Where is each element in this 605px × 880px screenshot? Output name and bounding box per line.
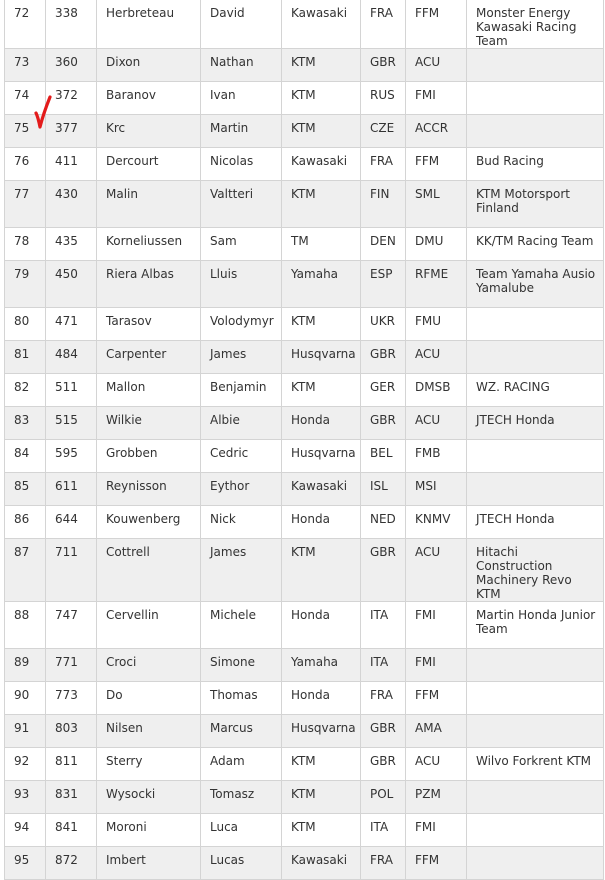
cell-fed: PZM (406, 781, 467, 814)
cell-fed: FMI (406, 649, 467, 682)
cell-make: Husqvarna (282, 341, 361, 374)
cell-make: Husqvarna (282, 440, 361, 473)
cell-make: Honda (282, 682, 361, 715)
cell-first: Nathan (201, 49, 282, 82)
cell-first: Volodymyr (201, 308, 282, 341)
cell-fed: FFM (406, 148, 467, 181)
cell-num: 435 (46, 228, 97, 261)
cell-team (467, 715, 604, 748)
table-row (5, 506, 604, 539)
table-row (5, 261, 604, 308)
cell-first: Lucas (201, 847, 282, 880)
cell-num: 773 (46, 682, 97, 715)
cell-last: Moroni (97, 814, 201, 847)
table-row (5, 847, 604, 880)
table-row (5, 602, 604, 649)
cell-pos: 94 (5, 814, 46, 847)
cell-num: 471 (46, 308, 97, 341)
cell-fed: FMU (406, 308, 467, 341)
cell-make: Honda (282, 506, 361, 539)
cell-pos: 72 (5, 0, 46, 49)
cell-last: Dixon (97, 49, 201, 82)
cell-make: Honda (282, 407, 361, 440)
cell-num: 338 (46, 0, 97, 49)
cell-num: 811 (46, 748, 97, 781)
cell-nat: RUS (361, 82, 406, 115)
cell-team: JTECH Honda (467, 506, 604, 539)
cell-fed: SML (406, 181, 467, 228)
cell-fed: FMB (406, 440, 467, 473)
cell-num: 803 (46, 715, 97, 748)
table-row (5, 682, 604, 715)
cell-first: Benjamin (201, 374, 282, 407)
cell-first: Luca (201, 814, 282, 847)
cell-pos: 75 (5, 115, 46, 148)
table-row (5, 539, 604, 602)
cell-first: James (201, 539, 282, 602)
cell-make: Husqvarna (282, 715, 361, 748)
cell-nat: ITA (361, 814, 406, 847)
cell-team (467, 440, 604, 473)
cell-last: Riera Albas (97, 261, 201, 308)
cell-nat: FRA (361, 682, 406, 715)
table-row (5, 649, 604, 682)
cell-pos: 89 (5, 649, 46, 682)
cell-pos: 87 (5, 539, 46, 602)
cell-team: Martin Honda Junior Team (467, 602, 604, 649)
cell-pos: 83 (5, 407, 46, 440)
table-row (5, 308, 604, 341)
cell-last: Carpenter (97, 341, 201, 374)
cell-pos: 74 (5, 82, 46, 115)
cell-last: Sterry (97, 748, 201, 781)
cell-nat: GBR (361, 407, 406, 440)
cell-last: Baranov (97, 82, 201, 115)
cell-make: Yamaha (282, 261, 361, 308)
cell-nat: GBR (361, 715, 406, 748)
cell-last: Reynisson (97, 473, 201, 506)
cell-fed: MSI (406, 473, 467, 506)
table-row (5, 814, 604, 847)
cell-team: KK/TM Racing Team (467, 228, 604, 261)
table-row (5, 115, 604, 148)
cell-make: Kawasaki (282, 0, 361, 49)
cell-team (467, 308, 604, 341)
cell-fed: ACCR (406, 115, 467, 148)
cell-pos: 92 (5, 748, 46, 781)
cell-last: Do (97, 682, 201, 715)
cell-first: Ivan (201, 82, 282, 115)
cell-last: Malin (97, 181, 201, 228)
cell-fed: FFM (406, 682, 467, 715)
cell-pos: 93 (5, 781, 46, 814)
cell-pos: 84 (5, 440, 46, 473)
cell-pos: 76 (5, 148, 46, 181)
cell-last: Tarasov (97, 308, 201, 341)
cell-pos: 90 (5, 682, 46, 715)
cell-last: Korneliussen (97, 228, 201, 261)
cell-make: Yamaha (282, 649, 361, 682)
cell-num: 450 (46, 261, 97, 308)
cell-num: 771 (46, 649, 97, 682)
cell-make: Kawasaki (282, 473, 361, 506)
cell-num: 372 (46, 82, 97, 115)
cell-last: Croci (97, 649, 201, 682)
cell-last: Imbert (97, 847, 201, 880)
cell-make: KTM (282, 308, 361, 341)
cell-fed: FMI (406, 602, 467, 649)
cell-nat: DEN (361, 228, 406, 261)
cell-num: 511 (46, 374, 97, 407)
cell-team (467, 49, 604, 82)
cell-first: Marcus (201, 715, 282, 748)
cell-first: Cedric (201, 440, 282, 473)
cell-first: Michele (201, 602, 282, 649)
table-row (5, 473, 604, 506)
cell-last: Herbreteau (97, 0, 201, 49)
table-row (5, 181, 604, 228)
cell-team: Hitachi Construction Machinery Revo KTM (467, 539, 604, 602)
cell-pos: 86 (5, 506, 46, 539)
cell-fed: FMI (406, 814, 467, 847)
cell-nat: CZE (361, 115, 406, 148)
cell-nat: BEL (361, 440, 406, 473)
cell-first: James (201, 341, 282, 374)
cell-first: Martin (201, 115, 282, 148)
cell-num: 831 (46, 781, 97, 814)
cell-last: Nilsen (97, 715, 201, 748)
cell-team (467, 814, 604, 847)
cell-first: David (201, 0, 282, 49)
cell-num: 644 (46, 506, 97, 539)
cell-pos: 82 (5, 374, 46, 407)
cell-nat: ESP (361, 261, 406, 308)
cell-num: 430 (46, 181, 97, 228)
cell-nat: ISL (361, 473, 406, 506)
cell-first: Tomasz (201, 781, 282, 814)
cell-first: Simone (201, 649, 282, 682)
cell-team: WZ. RACING (467, 374, 604, 407)
cell-last: Wilkie (97, 407, 201, 440)
cell-pos: 77 (5, 181, 46, 228)
cell-pos: 73 (5, 49, 46, 82)
cell-team: Wilvo Forkrent KTM (467, 748, 604, 781)
cell-nat: FRA (361, 0, 406, 49)
cell-num: 515 (46, 407, 97, 440)
table-row (5, 228, 604, 261)
cell-fed: ACU (406, 748, 467, 781)
cell-team (467, 115, 604, 148)
table-row (5, 374, 604, 407)
cell-pos: 91 (5, 715, 46, 748)
cell-nat: ITA (361, 602, 406, 649)
cell-last: Mallon (97, 374, 201, 407)
cell-team (467, 82, 604, 115)
cell-fed: ACU (406, 341, 467, 374)
cell-make: KTM (282, 814, 361, 847)
cell-make: KTM (282, 115, 361, 148)
cell-last: Kouwenberg (97, 506, 201, 539)
riders-table-body (5, 0, 604, 880)
cell-first: Lluis (201, 261, 282, 308)
cell-nat: FIN (361, 181, 406, 228)
table-row (5, 781, 604, 814)
cell-num: 711 (46, 539, 97, 602)
cell-num: 484 (46, 341, 97, 374)
cell-first: Nicolas (201, 148, 282, 181)
table-row (5, 82, 604, 115)
table-row (5, 148, 604, 181)
cell-pos: 81 (5, 341, 46, 374)
cell-make: TM (282, 228, 361, 261)
cell-num: 747 (46, 602, 97, 649)
cell-fed: FMI (406, 82, 467, 115)
cell-first: Sam (201, 228, 282, 261)
cell-nat: GBR (361, 49, 406, 82)
table-row (5, 49, 604, 82)
cell-pos: 88 (5, 602, 46, 649)
cell-nat: GER (361, 374, 406, 407)
cell-make: KTM (282, 781, 361, 814)
cell-fed: FFM (406, 0, 467, 49)
cell-make: KTM (282, 539, 361, 602)
cell-nat: POL (361, 781, 406, 814)
cell-make: Honda (282, 602, 361, 649)
cell-last: Dercourt (97, 148, 201, 181)
cell-team: JTECH Honda (467, 407, 604, 440)
cell-last: Cottrell (97, 539, 201, 602)
cell-last: Wysocki (97, 781, 201, 814)
cell-num: 411 (46, 148, 97, 181)
cell-make: Kawasaki (282, 847, 361, 880)
cell-pos: 79 (5, 261, 46, 308)
cell-make: KTM (282, 82, 361, 115)
cell-fed: DMSB (406, 374, 467, 407)
cell-first: Thomas (201, 682, 282, 715)
cell-team (467, 649, 604, 682)
cell-fed: AMA (406, 715, 467, 748)
cell-nat: GBR (361, 539, 406, 602)
cell-fed: FFM (406, 847, 467, 880)
cell-first: Valtteri (201, 181, 282, 228)
cell-last: Krc (97, 115, 201, 148)
cell-nat: GBR (361, 341, 406, 374)
cell-first: Nick (201, 506, 282, 539)
cell-make: KTM (282, 49, 361, 82)
cell-first: Adam (201, 748, 282, 781)
cell-nat: GBR (361, 748, 406, 781)
cell-first: Eythor (201, 473, 282, 506)
cell-pos: 80 (5, 308, 46, 341)
cell-nat: FRA (361, 847, 406, 880)
cell-make: Kawasaki (282, 148, 361, 181)
cell-fed: ACU (406, 539, 467, 602)
cell-team: Monster Energy Kawasaki Racing Team (467, 0, 604, 49)
cell-team: Bud Racing (467, 148, 604, 181)
cell-num: 595 (46, 440, 97, 473)
table-row (5, 748, 604, 781)
cell-team (467, 781, 604, 814)
table-row (5, 440, 604, 473)
riders-table (4, 0, 604, 880)
cell-nat: FRA (361, 148, 406, 181)
table-row (5, 407, 604, 440)
cell-pos: 78 (5, 228, 46, 261)
cell-team (467, 473, 604, 506)
table-row (5, 0, 604, 49)
cell-fed: ACU (406, 49, 467, 82)
cell-num: 841 (46, 814, 97, 847)
cell-last: Grobben (97, 440, 201, 473)
cell-pos: 95 (5, 847, 46, 880)
cell-team (467, 847, 604, 880)
cell-team: Team Yamaha Ausio Yamalube (467, 261, 604, 308)
cell-team (467, 341, 604, 374)
cell-first: Albie (201, 407, 282, 440)
cell-nat: ITA (361, 649, 406, 682)
cell-num: 377 (46, 115, 97, 148)
cell-make: KTM (282, 374, 361, 407)
cell-fed: KNMV (406, 506, 467, 539)
cell-num: 872 (46, 847, 97, 880)
cell-team: KTM Motorsport Finland (467, 181, 604, 228)
cell-pos: 85 (5, 473, 46, 506)
cell-fed: DMU (406, 228, 467, 261)
cell-make: KTM (282, 181, 361, 228)
cell-fed: RFME (406, 261, 467, 308)
cell-nat: UKR (361, 308, 406, 341)
cell-nat: NED (361, 506, 406, 539)
cell-fed: ACU (406, 407, 467, 440)
cell-last: Cervellin (97, 602, 201, 649)
cell-num: 360 (46, 49, 97, 82)
cell-num: 611 (46, 473, 97, 506)
table-row (5, 341, 604, 374)
table-row (5, 715, 604, 748)
cell-make: KTM (282, 748, 361, 781)
cell-team (467, 682, 604, 715)
